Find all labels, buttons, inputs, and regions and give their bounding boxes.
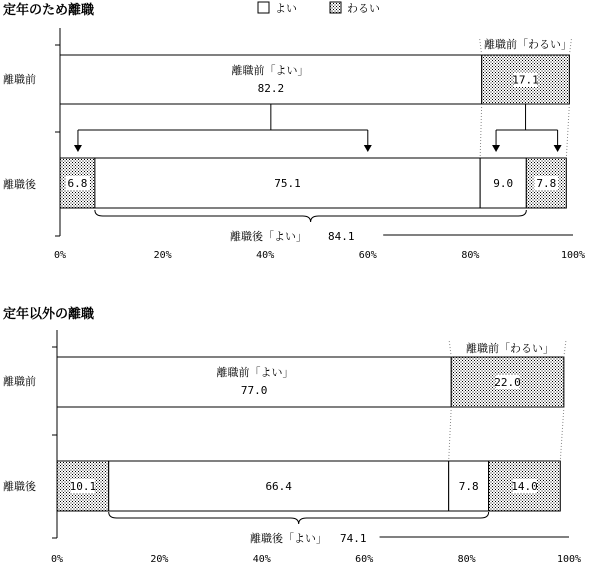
chart2-brace bbox=[109, 512, 489, 524]
chart1 bbox=[3, 28, 585, 261]
chart1-x-tick-label: 40% bbox=[256, 250, 275, 261]
chart2-x-tick-label: 80% bbox=[457, 554, 476, 565]
chart1-flow-arrowhead bbox=[554, 145, 562, 152]
chart1-category-after: 離職後 bbox=[3, 178, 36, 191]
chart1-guide-left bbox=[480, 104, 482, 158]
chart2-before-good-annotation: 離職前「よい」 bbox=[216, 366, 294, 379]
chart2-data-label-before-0: 77.0 bbox=[240, 384, 268, 397]
chart1-after-good-annotation: 離職後「よい」 bbox=[230, 230, 307, 243]
chart2-after-good-annotation: 離職後「よい」 bbox=[250, 532, 327, 545]
chart1-data-label-after-0: 6.8 bbox=[67, 177, 88, 190]
chart1-x-tick-label: 60% bbox=[358, 250, 377, 261]
chart1-flow-arrowhead bbox=[364, 145, 372, 152]
chart2-category-before: 離職前 bbox=[3, 375, 36, 388]
chart2-annot-line-right bbox=[564, 341, 566, 357]
chart1-data-label-after-2: 9.0 bbox=[493, 177, 514, 190]
chart1-title: 定年のため離職 bbox=[3, 3, 95, 18]
chart1-after-good-value: 84.1 bbox=[328, 230, 355, 243]
legend-good-swatch bbox=[258, 2, 269, 13]
chart1-data-label-before-0: 82.2 bbox=[257, 82, 285, 95]
chart2-after-good-value: 74.1 bbox=[340, 532, 367, 545]
chart1-flow-arrowhead bbox=[492, 145, 500, 152]
chart1-data-label-after-1: 75.1 bbox=[274, 177, 301, 190]
chart1-x-tick-label: 20% bbox=[153, 250, 172, 261]
chart1-data-label-after-3: 7.8 bbox=[536, 177, 557, 190]
chart1-x-tick-label: 100% bbox=[560, 250, 586, 261]
chart2-title: 定年以外の離職 bbox=[3, 307, 95, 322]
chart1-flow-arrowhead bbox=[74, 145, 82, 152]
chart2-annot-line-left bbox=[449, 341, 451, 357]
chart2-x-tick-label: 60% bbox=[355, 554, 374, 565]
legend bbox=[258, 2, 380, 15]
chart1-category-before: 離職前 bbox=[3, 73, 36, 86]
chart1-x-tick-label: 80% bbox=[461, 250, 480, 261]
chart2-bar-before-seg0 bbox=[57, 357, 451, 407]
chart2-data-label-before-1: 22.0 bbox=[494, 376, 521, 389]
chart1-before-good-annotation: 離職前「よい」 bbox=[231, 64, 309, 77]
legend-bad-label: わるい bbox=[347, 2, 380, 15]
chart1-annot-line-left bbox=[480, 39, 482, 55]
legend-good-label: よい bbox=[275, 2, 297, 15]
chart2-data-label-after-0: 10.1 bbox=[69, 480, 97, 493]
chart2-guide-right bbox=[560, 407, 564, 461]
chart2-data-label-after-2: 7.8 bbox=[458, 480, 479, 493]
chart1-data-label-before-1: 17.1 bbox=[512, 73, 539, 87]
chart2 bbox=[3, 330, 581, 565]
chart2-guide-left bbox=[449, 407, 452, 461]
chart1-brace bbox=[95, 210, 526, 222]
chart2-data-label-after-1: 66.4 bbox=[265, 480, 292, 493]
chart1-bar-before-seg0 bbox=[60, 55, 482, 104]
chart1-x-tick-label: 0% bbox=[53, 250, 67, 261]
chart1-guide-right bbox=[566, 104, 569, 158]
chart2-x-tick-label: 0% bbox=[50, 554, 64, 565]
chart2-x-tick-label: 20% bbox=[150, 554, 169, 565]
chart2-x-tick-label: 40% bbox=[252, 554, 271, 565]
chart2-data-label-after-3: 14.0 bbox=[511, 480, 538, 493]
legend-bad-swatch bbox=[330, 2, 341, 13]
chart2-before-bad-annotation: 離職前「わるい」 bbox=[466, 342, 554, 355]
chart1-before-bad-annotation: 離職前「わるい」 bbox=[484, 38, 572, 51]
chart2-category-after: 離職後 bbox=[3, 480, 36, 493]
chart2-x-tick-label: 100% bbox=[556, 554, 582, 565]
